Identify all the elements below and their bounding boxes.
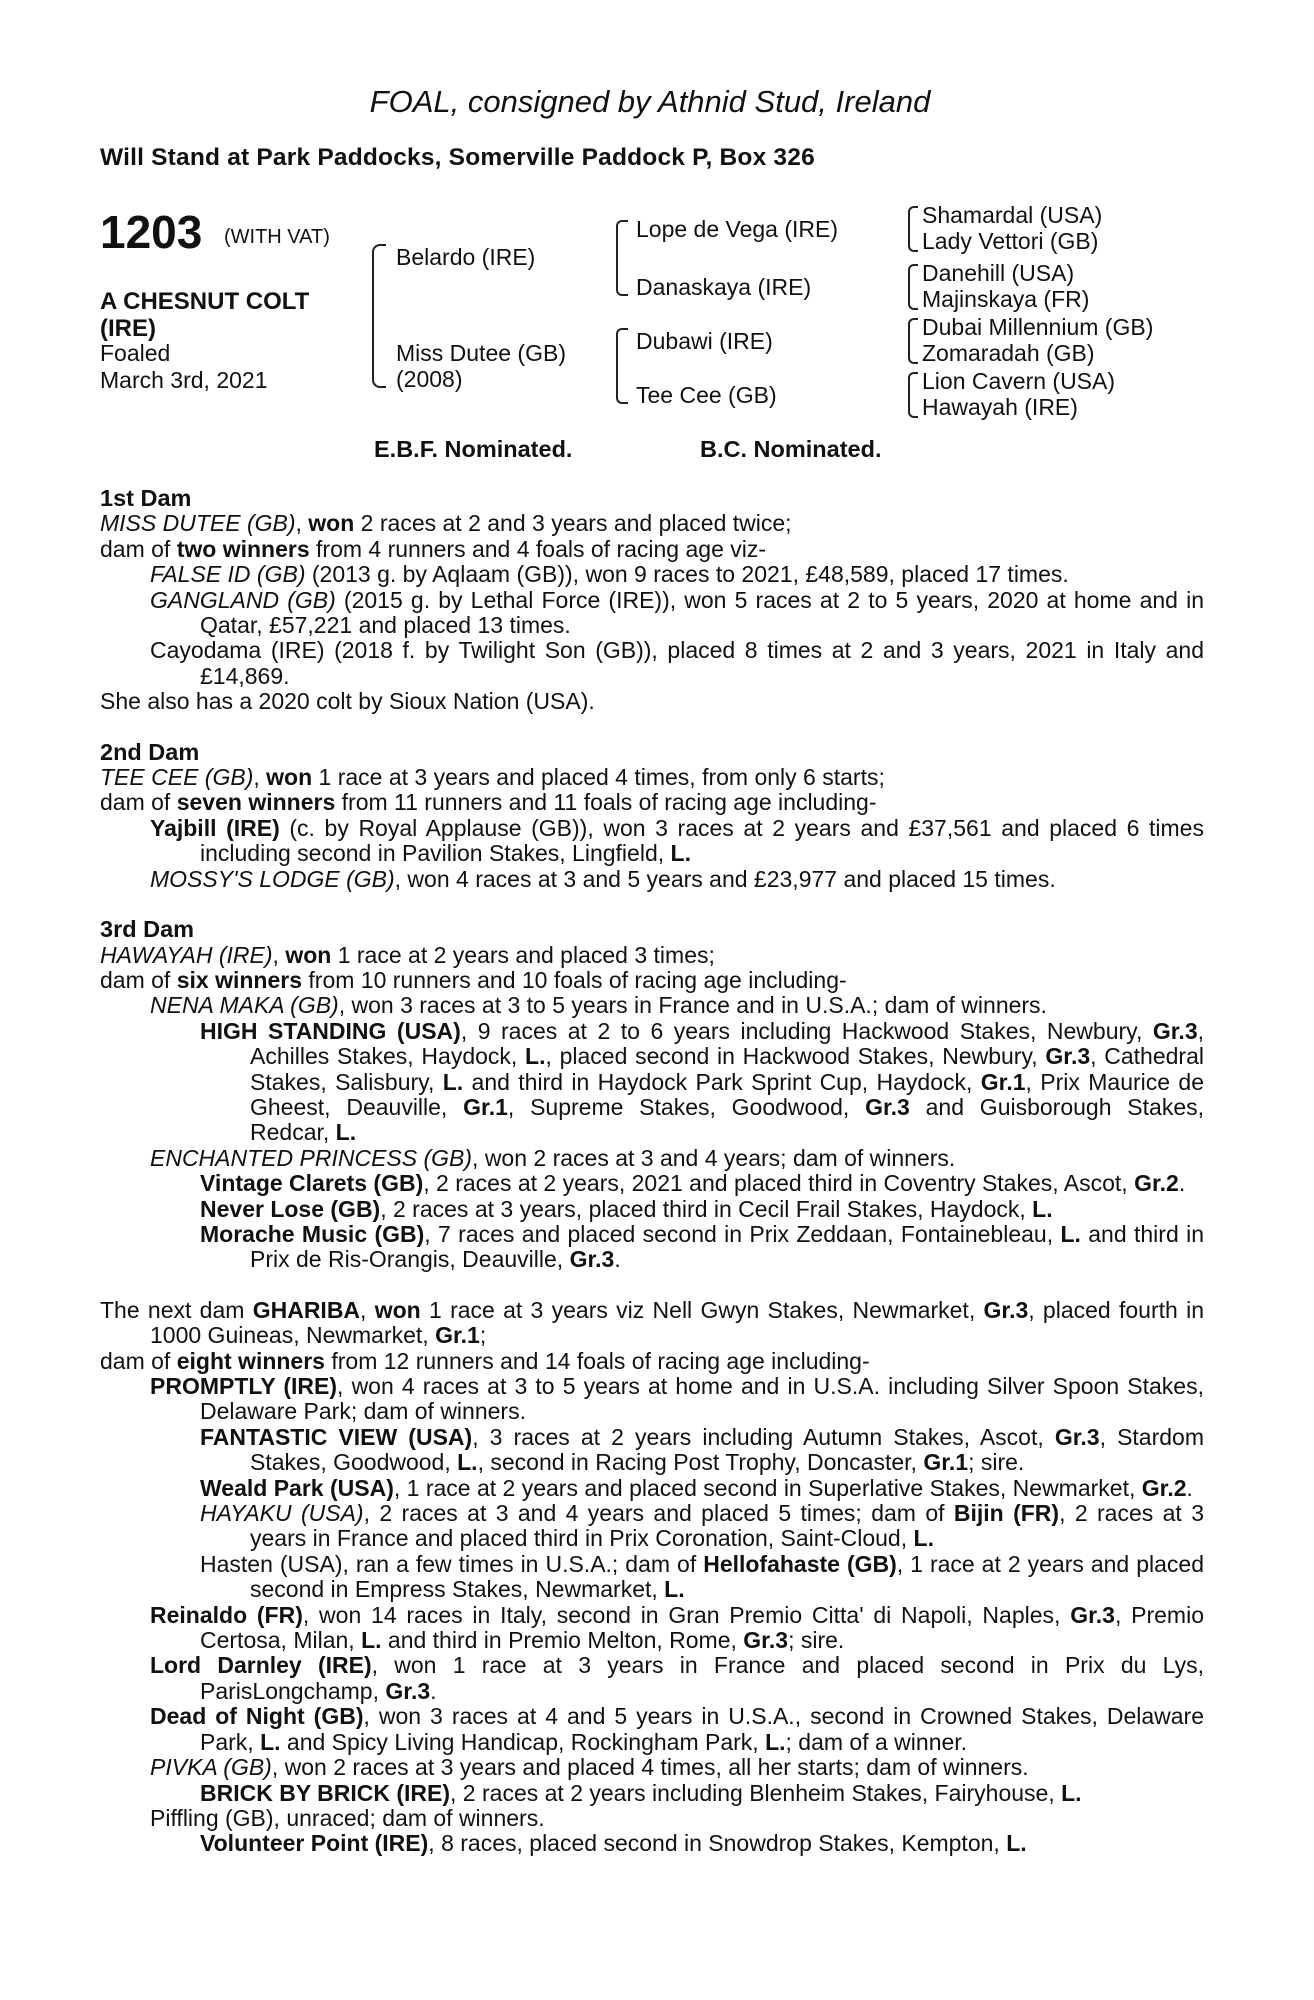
pedigree-sire: Belardo (IRE) <box>396 244 536 270</box>
text-run: , won 1 race at 3 years in France and placed second in Prix du Lys, ParisLongchamp, <box>200 1652 1204 1704</box>
pedigree-dam-dam: Tee Cee (GB) <box>636 382 777 408</box>
text-run: , won 4 races at 3 and 5 years and £23,977 and placed 15 times. <box>394 865 1056 892</box>
text-run: , 9 races at 2 to 6 years including Hackwood Stakes, Newbury, <box>460 1017 1153 1044</box>
pedigree-dam-year: (2008) <box>396 366 463 392</box>
text-run: . <box>1186 1474 1193 1501</box>
bold-run: HIGH STANDING (USA) <box>200 1017 461 1044</box>
sire-brace <box>616 220 628 296</box>
third-dam-line <box>100 968 1204 993</box>
bold-run: Gr.1 <box>435 1322 480 1349</box>
bc-nomination: B.C. Nominated. <box>700 436 882 462</box>
second-dam-line <box>100 867 1204 892</box>
bold-run: L. <box>670 840 691 867</box>
text-run: . <box>614 1246 621 1273</box>
bold-run: two winners <box>176 535 310 562</box>
bold-run: L. <box>457 1449 478 1476</box>
bold-run: Gr.3 <box>385 1677 431 1704</box>
bold-run: Gr.1 <box>463 1093 508 1120</box>
italic-run: NENA MAKA (GB) <box>150 992 339 1019</box>
bold-run: GHARIBA <box>252 1296 361 1323</box>
bold-run: L. <box>1006 1830 1027 1857</box>
next-dam-line <box>100 1501 1204 1552</box>
text-run: (c. by Royal Applause (GB)), won 3 races at 2 years and £37,561 and placed 6 times including second in Pavilion Stakes, Lingfield, <box>200 814 1204 867</box>
bold-run: Gr.2 <box>1141 1474 1187 1501</box>
bold-run: Gr.3 <box>1045 1043 1091 1070</box>
third-dam-line <box>100 1197 1204 1222</box>
text-run: dam of <box>100 1347 177 1374</box>
third-dam-heading: 3rd Dam <box>100 916 195 943</box>
text-run: , 2 races at 3 years in France and placed third in Prix Coronation, Saint-Cloud, <box>250 1500 1204 1552</box>
text-run: ; dam of a winner. <box>785 1728 968 1755</box>
text-run: , <box>360 1296 375 1323</box>
first-dam-line <box>100 638 1204 689</box>
text-run: , won 2 races at 3 years and placed 4 times, all her starts; dam of winners. <box>271 1754 1029 1781</box>
pedigree-sds: Danehill (USA) <box>922 260 1075 286</box>
gen3-brace-1 <box>908 206 918 252</box>
text-run: , placed second in Hackwood Stakes, Newbury, <box>545 1043 1046 1070</box>
text-run: , won 4 races at 3 to 5 years at home and in U.S.A. including Silver Spoon Stakes, Delaware Park; dam of winners. <box>200 1373 1204 1425</box>
text-run: Piffling (GB), unraced; dam of winners. <box>150 1804 545 1831</box>
pedigree-brace <box>372 244 386 388</box>
bold-run: L. <box>335 1119 357 1146</box>
italic-run: TEE CEE (GB) <box>100 764 254 791</box>
bold-run: PROMPTLY (IRE) <box>150 1373 338 1399</box>
pedigree-dss: Dubai Millennium (GB) <box>922 314 1154 340</box>
text-run: , <box>253 764 267 791</box>
text-run: ; sire. <box>788 1627 845 1654</box>
bold-run: L. <box>442 1068 464 1095</box>
pedigree-dds: Lion Cavern (USA) <box>922 368 1116 394</box>
bold-run: Gr.1 <box>923 1449 969 1476</box>
pedigree-dam-sire: Dubawi (IRE) <box>636 328 773 354</box>
text-run: , <box>272 941 286 968</box>
text-run: from 12 runners and 14 foals of racing age including- <box>324 1347 870 1374</box>
next-dam-line <box>100 1425 1204 1476</box>
first-dam-line <box>100 537 1204 562</box>
bold-run: Gr.3 <box>1152 1017 1198 1044</box>
third-dam-line <box>100 1222 1204 1273</box>
text-run: and third in Premio Melton, Rome, <box>381 1627 744 1654</box>
gen3-brace-4 <box>908 372 918 418</box>
foaled-label: Foaled <box>100 340 171 366</box>
text-run: 1 race at 3 years and placed 4 times, from only 6 starts; <box>312 764 885 791</box>
italic-run: FALSE ID (GB) <box>150 561 306 588</box>
text-run: , won 2 races at 3 and 4 years; dam of winners. <box>472 1144 956 1171</box>
next-dam-line <box>100 1552 1204 1603</box>
second-dam-line <box>100 790 1204 815</box>
text-run: , won 3 races at 4 and 5 years in U.S.A., second in Crowned Stakes, Delaware Park, <box>200 1703 1204 1755</box>
next-dam-line <box>100 1603 1204 1654</box>
text-run: Cayodama (IRE) (2018 f. by Twilight Son (GB)), placed 8 times at 2 and 3 years, 2021 in Italy and £14,869. <box>150 637 1204 689</box>
horse-description: A CHESNUT COLT (IRE) <box>100 288 310 342</box>
third-dam-line <box>100 1171 1204 1196</box>
italic-run: GANGLAND (GB) <box>150 586 336 613</box>
bold-run: BRICK BY BRICK (IRE) <box>200 1779 451 1806</box>
italic-run: HAYAKU (USA) <box>200 1500 364 1527</box>
text-run: , Prix Maurice de Gheest, Deauville, <box>250 1068 1205 1120</box>
bold-run: Gr.3 <box>865 1093 910 1120</box>
text-run: Hasten (USA), ran a few times in U.S.A.; dam of <box>200 1550 704 1577</box>
first-dam-line <box>100 588 1204 639</box>
next-dam-line <box>100 1704 1204 1755</box>
text-run: , 2 races at 2 years including Blenheim Stakes, Fairyhouse, <box>450 1779 1062 1806</box>
third-dam-line <box>100 943 1204 968</box>
text-run: dam of <box>100 966 177 993</box>
bold-run: seven winners <box>176 789 336 816</box>
bold-run: FANTASTIC VIEW (USA) <box>200 1423 473 1450</box>
text-run: She also has a 2020 colt by Sioux Nation (USA). <box>100 688 595 715</box>
text-run: . <box>430 1677 437 1704</box>
text-run: ; sire. <box>968 1449 1025 1476</box>
text-run: ; <box>479 1322 487 1349</box>
pedigree-sss: Shamardal (USA) <box>922 202 1103 228</box>
bold-run: L. <box>260 1728 281 1755</box>
text-run: from 11 runners and 11 foals of racing age including- <box>335 789 877 816</box>
italic-run: ENCHANTED PRINCESS (GB) <box>150 1144 473 1171</box>
pedigree-sire-sire: Lope de Vega (IRE) <box>636 216 839 242</box>
italic-run: PIVKA (GB) <box>150 1754 272 1781</box>
text-run: , Achilles Stakes, Haydock, <box>250 1017 1205 1070</box>
bold-run: Vintage Clarets (GB) <box>200 1170 424 1197</box>
text-run: , Supreme Stakes, Goodwood, <box>507 1093 866 1120</box>
third-dam-line <box>100 1146 1204 1171</box>
bold-run: Gr.3 <box>983 1296 1029 1323</box>
text-run: , 2 races at 3 years, placed third in Cecil Frail Stakes, Haydock, <box>380 1195 1033 1222</box>
bold-run: eight winners <box>176 1347 325 1374</box>
text-run: dam of <box>100 535 177 562</box>
text-run: , Cathedral Stakes, Salisbury, <box>250 1043 1204 1095</box>
next-dam-line <box>100 1374 1204 1425</box>
gen3-brace-3 <box>908 318 918 364</box>
bold-run: L. <box>361 1627 382 1654</box>
bold-run: Gr.3 <box>1070 1601 1115 1628</box>
bold-run: won <box>285 941 332 968</box>
italic-run: MISS DUTEE (GB) <box>100 510 296 537</box>
bold-run: Gr.3 <box>569 1246 615 1273</box>
text-run: , won 3 races at 3 to 5 years in France and in U.S.A.; dam of winners. <box>338 992 1047 1019</box>
italic-run: MOSSY'S LODGE (GB) <box>150 865 395 892</box>
bold-run: L. <box>765 1728 786 1755</box>
bold-run: Never Lose (GB) <box>200 1195 381 1222</box>
text-run: . <box>1178 1170 1186 1197</box>
ebf-nomination: E.B.F. Nominated. <box>374 436 573 462</box>
third-dam-line <box>100 1019 1204 1146</box>
next-dam-line <box>100 1349 1204 1374</box>
text-run: , 3 races at 2 years including Autumn Stakes, Ascot, <box>472 1423 1055 1450</box>
lot-number: 1203 <box>100 206 203 258</box>
bold-run: Reinaldo (FR) <box>150 1601 303 1628</box>
text-run: and Guisborough Stakes, Redcar, <box>250 1093 1204 1146</box>
text-run: , placed fourth in 1000 Guineas, Newmarket, <box>150 1296 1204 1349</box>
bold-run: L. <box>664 1576 685 1603</box>
text-run: The next dam <box>100 1296 253 1323</box>
bold-run: won <box>266 764 313 791</box>
pedigree-sdd: Majinskaya (FR) <box>922 286 1090 312</box>
second-dam-heading: 2nd Dam <box>100 738 200 765</box>
bold-run: Gr.3 <box>743 1627 789 1654</box>
bold-run: Volunteer Point (IRE) <box>200 1830 429 1857</box>
text-run: 2 races at 2 and 3 years and placed twice; <box>354 510 792 537</box>
text-run: , <box>295 510 309 537</box>
text-run: 1 race at 3 years viz Nell Gwyn Stakes, Newmarket, <box>420 1296 984 1323</box>
consignor-line: FOAL, consigned by Athnid Stud, Ireland <box>369 84 931 119</box>
bold-run: L. <box>1032 1195 1053 1222</box>
foaled-info <box>100 340 370 394</box>
first-dam-line <box>100 689 1204 714</box>
text-run: , 8 races, placed second in Snowdrop Stakes, Kempton, <box>428 1830 1007 1857</box>
next-dam-line <box>100 1781 1204 1806</box>
text-run: and third in Haydock Park Sprint Cup, Haydock, <box>463 1068 981 1095</box>
text-run: , Premio Certosa, Milan, <box>200 1601 1204 1654</box>
next-dam-line <box>100 1653 1204 1704</box>
bold-run: Hellofahaste (GB) <box>703 1550 897 1577</box>
dam-details <box>100 486 1204 1857</box>
text-run: , 1 race at 2 years and placed second in Empress Stakes, Newmarket, <box>250 1550 1204 1603</box>
text-run: , 7 races and placed second in Prix Zeddaan, Fontainebleau, <box>424 1220 1061 1247</box>
bold-run: Bijin (FR) <box>953 1500 1060 1527</box>
text-run: from 10 runners and 10 foals of racing age including- <box>302 966 847 993</box>
dam-brace <box>616 328 628 404</box>
pedigree-dam: Miss Dutee (GB) <box>396 340 566 366</box>
text-run: , 1 race at 2 years and placed second in Superlative Stakes, Newmarket, <box>393 1474 1142 1501</box>
text-run: , 2 races at 2 years, 2021 and placed third in Coventry Stakes, Ascot, <box>423 1170 1135 1197</box>
bold-run: Lord Darnley (IRE) <box>150 1652 372 1679</box>
bold-run: Yajbill (IRE) <box>150 814 280 841</box>
bold-run: Weald Park (USA) <box>200 1474 394 1501</box>
text-run: , Stardom Stakes, Goodwood, <box>250 1423 1204 1476</box>
bold-run: L. <box>1061 1779 1082 1806</box>
bold-run: Gr.1 <box>980 1068 1026 1095</box>
first-dam-line <box>100 511 1204 536</box>
second-dam-line <box>100 816 1204 867</box>
pedigree-sire-dam: Danaskaya (IRE) <box>636 274 812 300</box>
text-run: (2015 g. by Lethal Force (IRE)), won 5 races at 2 to 5 years, 2020 at home and in Qatar, £57,221 and placed 13 times. <box>200 586 1204 639</box>
italic-run: HAWAYAH (IRE) <box>100 941 273 968</box>
third-dam-line <box>100 993 1204 1018</box>
next-dam-line <box>100 1476 1204 1501</box>
bold-run: L. <box>913 1525 934 1552</box>
bold-run: won <box>308 510 355 537</box>
foaled-date: March 3rd, 2021 <box>100 367 268 393</box>
pedigree-ddd: Hawayah (IRE) <box>922 394 1078 420</box>
bold-run: Morache Music (GB) <box>200 1220 425 1247</box>
text-run: (2013 g. by Aqlaam (GB)), won 9 races to 2021, £48,589, placed 17 times. <box>305 561 1069 588</box>
text-run: from 4 runners and 4 foals of racing age viz- <box>309 535 767 562</box>
next-dam-line <box>100 1755 1204 1780</box>
vat-note: (WITH VAT) <box>224 226 330 248</box>
bold-run: Gr.2 <box>1134 1170 1179 1197</box>
pedigree-dsd: Zomaradah (GB) <box>922 340 1095 366</box>
text-run: dam of <box>100 789 177 816</box>
bold-run: L. <box>1060 1220 1081 1247</box>
text-run: , 2 races at 3 and 4 years and placed 5 times; dam of <box>363 1500 954 1527</box>
second-dam-line <box>100 765 1204 790</box>
pedigree-ssd: Lady Vettori (GB) <box>922 228 1099 254</box>
next-dam-line <box>100 1806 1204 1831</box>
gen3-brace-2 <box>908 264 918 310</box>
bold-run: Dead of Night (GB) <box>150 1703 364 1730</box>
next-dam-line <box>100 1298 1204 1349</box>
first-dam-line <box>100 562 1204 587</box>
text-run: and Spicy Living Handicap, Rockingham Park, <box>280 1728 766 1755</box>
text-run: 1 race at 2 years and placed 3 times; <box>331 941 715 968</box>
text-run: , won 14 races in Italy, second in Gran Premio Citta' di Napoli, Naples, <box>302 1601 1071 1628</box>
first-dam-heading: 1st Dam <box>100 485 192 511</box>
bold-run: six winners <box>176 966 302 993</box>
text-run: , second in Racing Post Trophy, Doncaster, <box>477 1449 924 1476</box>
next-dam-line <box>100 1831 1204 1856</box>
bold-run: L. <box>525 1043 546 1070</box>
bold-run: won <box>374 1296 421 1323</box>
stand-location: Will Stand at Park Paddocks, Somerville Paddock P, Box 326 <box>100 144 815 171</box>
bold-run: Gr.3 <box>1054 1423 1100 1450</box>
text-run: and third in Prix de Ris-Orangis, Deauville, <box>250 1220 1204 1273</box>
